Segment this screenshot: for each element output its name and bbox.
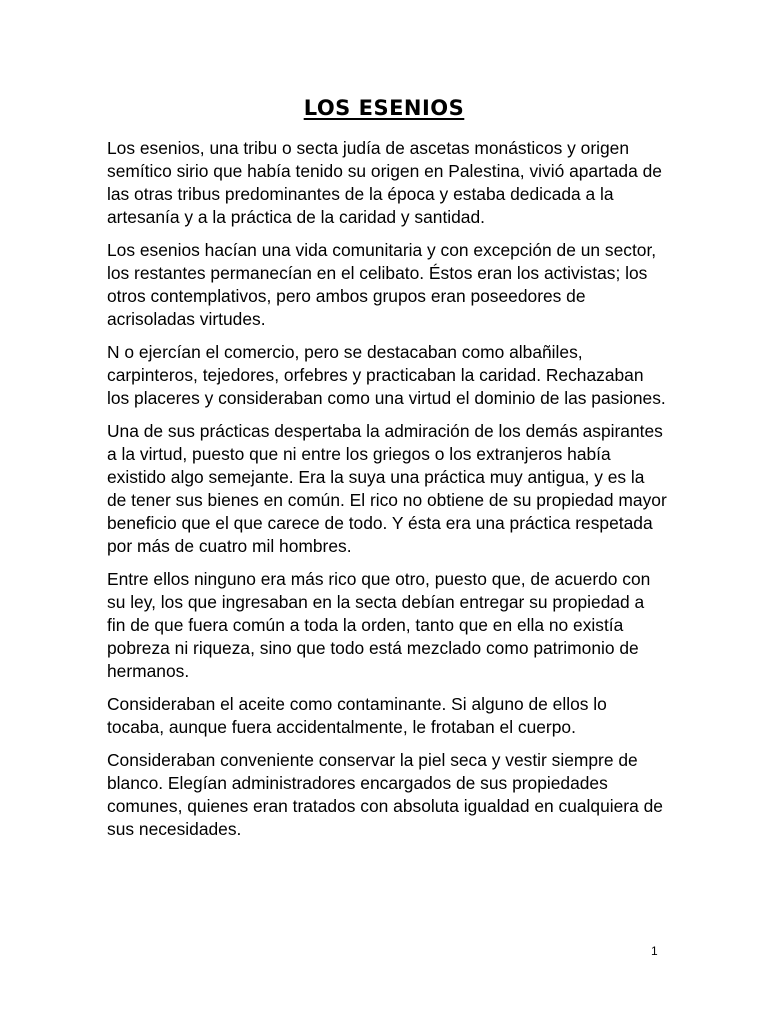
document-body <box>107 137 667 851</box>
paragraph-7: Consideraban conveniente conservar la piel seca y vestir siempre de blanco. Elegían administradores encargados de sus propiedades comunes, quienes eran tratados con absoluta igualdad en cualquiera de sus necesidades. <box>107 750 663 839</box>
paragraph-6: Consideraban el aceite como contaminante. Si alguno de ellos lo tocaba, aunque fuera accidentalmente, le frotaban el cuerpo. <box>107 694 607 737</box>
page-title: LOS ESENIOS <box>303 96 465 120</box>
page-number: 1 <box>651 944 658 958</box>
paragraph-2: Los esenios hacían una vida comunitaria y con excepción de un sector, los restantes permanecían en el celibato. Éstos eran los activistas; los otros contemplativos, pero ambos grupos eran poseedores de acrisoladas virtudes. <box>107 240 657 329</box>
paragraph-4: Una de sus prácticas despertaba la admiración de los demás aspirantes a la virtud, puesto que ni entre los griegos o los extranjeros había existido algo semejante. Era la suya una práctica muy antigua, y es la de tener sus bienes en común. El rico no obtiene de su propiedad mayor beneficio que el que carece de todo. Y ésta era una práctica respetada por más de cuatro mil hombres. <box>107 421 667 556</box>
paragraph-5: Entre ellos ninguno era más rico que otro, puesto que, de acuerdo con su ley, los que ingresaban en la secta debían entregar su propiedad a fin de que fuera común a toda la orden, tanto que en ella no existía pobreza ni riqueza, sino que todo está mezclado como patrimonio de hermanos. <box>107 569 651 681</box>
paragraph-1: Los esenios, una tribu o secta judía de ascetas monásticos y origen semítico sirio que había tenido su origen en Palestina, vivió apartada de las otras tribus predominantes de la época y estaba dedicada a la artesanía y a la práctica de la caridad y santidad. <box>107 138 662 227</box>
paragraph-3: N o ejercían el comercio, pero se destacaban como albañiles, carpinteros, tejedores, orfebres y practicaban la caridad. Rechazaban los placeres y consideraban como una virtud el dominio de las pasiones. <box>107 342 666 408</box>
